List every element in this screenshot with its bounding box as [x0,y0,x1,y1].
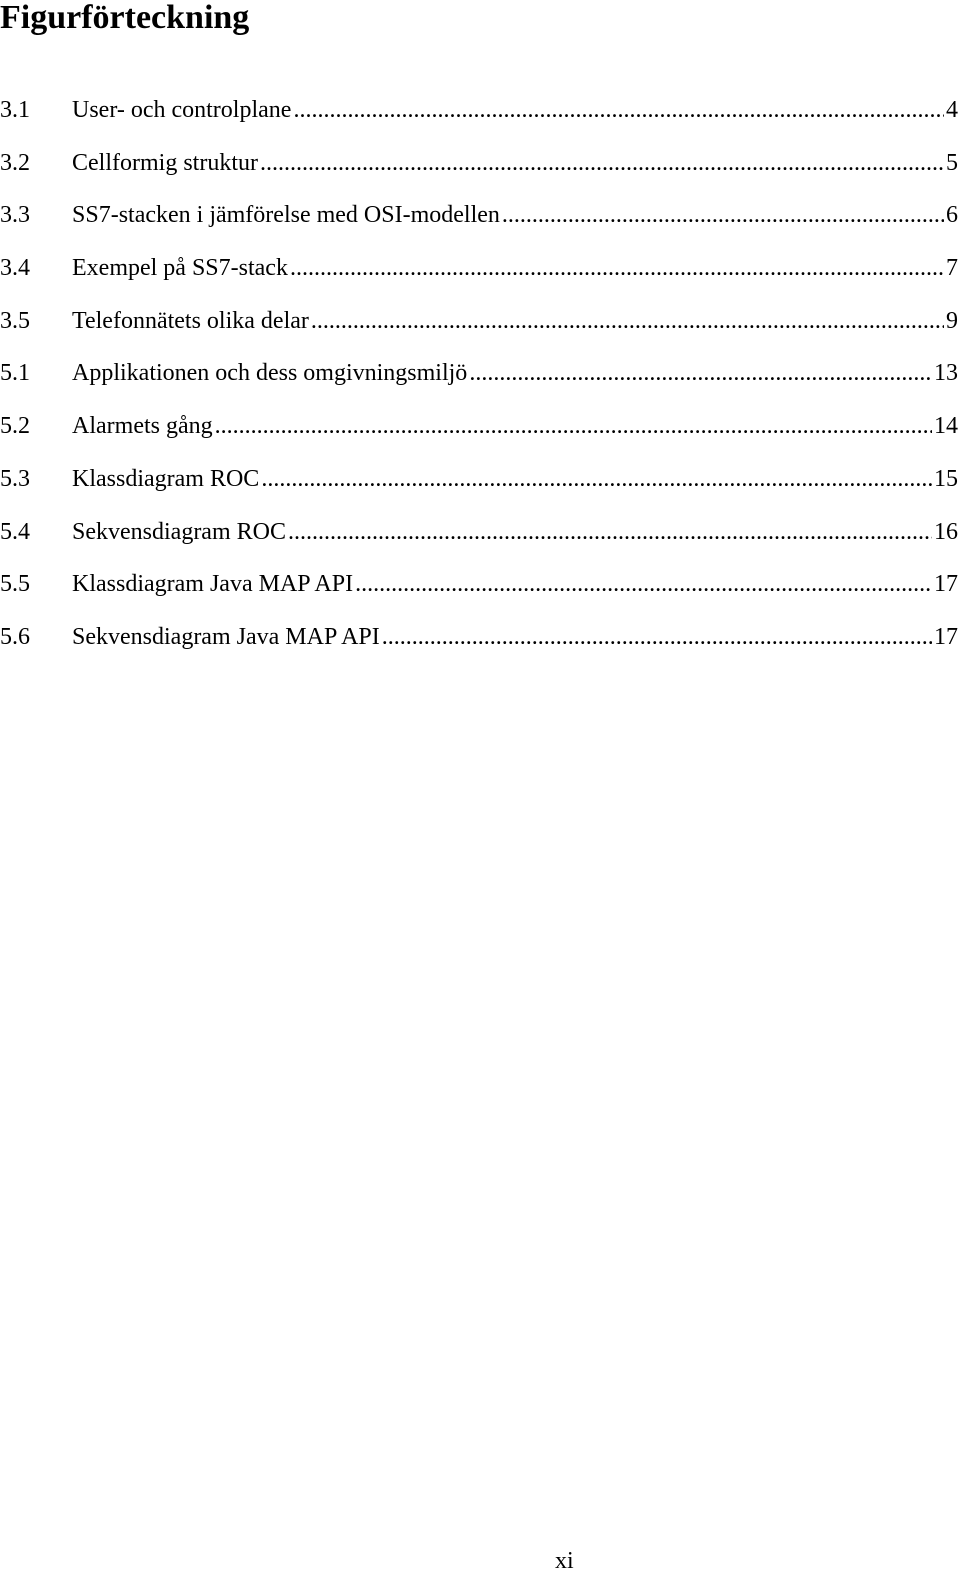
page-reference: 17 [934,571,958,598]
figure-number: 5.4 [0,518,30,545]
toc-entry[interactable] [0,506,958,559]
dot-leader [290,242,944,295]
toc-entry[interactable] [0,137,958,190]
figure-number: 5.2 [0,413,30,440]
figure-title: User- och controlplane [72,97,292,123]
figure-title: Sekvensdiagram ROC [72,518,286,545]
page-number: xi [555,1548,574,1574]
dot-leader [469,347,932,400]
dot-leader [311,295,944,348]
figure-title: Cellformig struktur [72,149,258,176]
figure-number: 5.5 [0,571,30,598]
figure-title: Exempel på SS7-stack [72,255,288,282]
figure-number: 3.1 [0,97,30,123]
dot-leader [261,453,932,506]
page-reference: 4 [946,97,958,123]
page-reference: 14 [934,413,958,440]
figure-title: Klassdiagram Java MAP API [72,571,354,598]
dot-leader [293,84,944,137]
figure-title: Applikationen och dess omgivningsmiljö [72,360,468,387]
figure-number: 5.1 [0,360,30,387]
dot-leader [502,189,944,242]
page-reference: 15 [934,465,958,492]
page-reference: 17 [934,623,958,650]
toc-entry[interactable] [0,295,958,348]
figure-list [0,84,958,664]
page-reference: 5 [946,149,958,176]
figure-title: Telefonnätets olika delar [72,307,309,334]
toc-entry[interactable] [0,347,958,400]
page-title: Figurförteckning [0,0,250,36]
toc-entry[interactable] [0,242,958,295]
dot-leader [288,506,932,559]
figure-number: 3.2 [0,149,30,176]
dot-leader [260,137,944,190]
figure-number: 3.5 [0,307,30,334]
toc-entry[interactable] [0,453,958,506]
page-reference: 13 [934,360,958,387]
figure-title: Alarmets gång [72,413,213,440]
figure-number: 3.4 [0,255,30,282]
dot-leader [215,400,932,453]
toc-entry[interactable] [0,189,958,242]
figure-number: 3.3 [0,202,30,229]
figure-title: SS7-stacken i jämförelse med OSI-modellen [72,202,500,229]
toc-entry[interactable] [0,400,958,453]
toc-entry[interactable] [0,611,958,664]
page-reference: 9 [946,307,958,334]
page-reference: 6 [946,202,958,229]
dot-leader [355,558,932,611]
figure-number: 5.3 [0,465,30,492]
toc-entry[interactable] [0,84,958,137]
dot-leader [382,611,932,664]
figure-number: 5.6 [0,623,30,650]
page-reference: 16 [934,518,958,545]
toc-entry[interactable] [0,558,958,611]
page-reference: 7 [946,255,958,282]
figure-title: Klassdiagram ROC [72,465,260,492]
figure-title: Sekvensdiagram Java MAP API [72,623,380,650]
